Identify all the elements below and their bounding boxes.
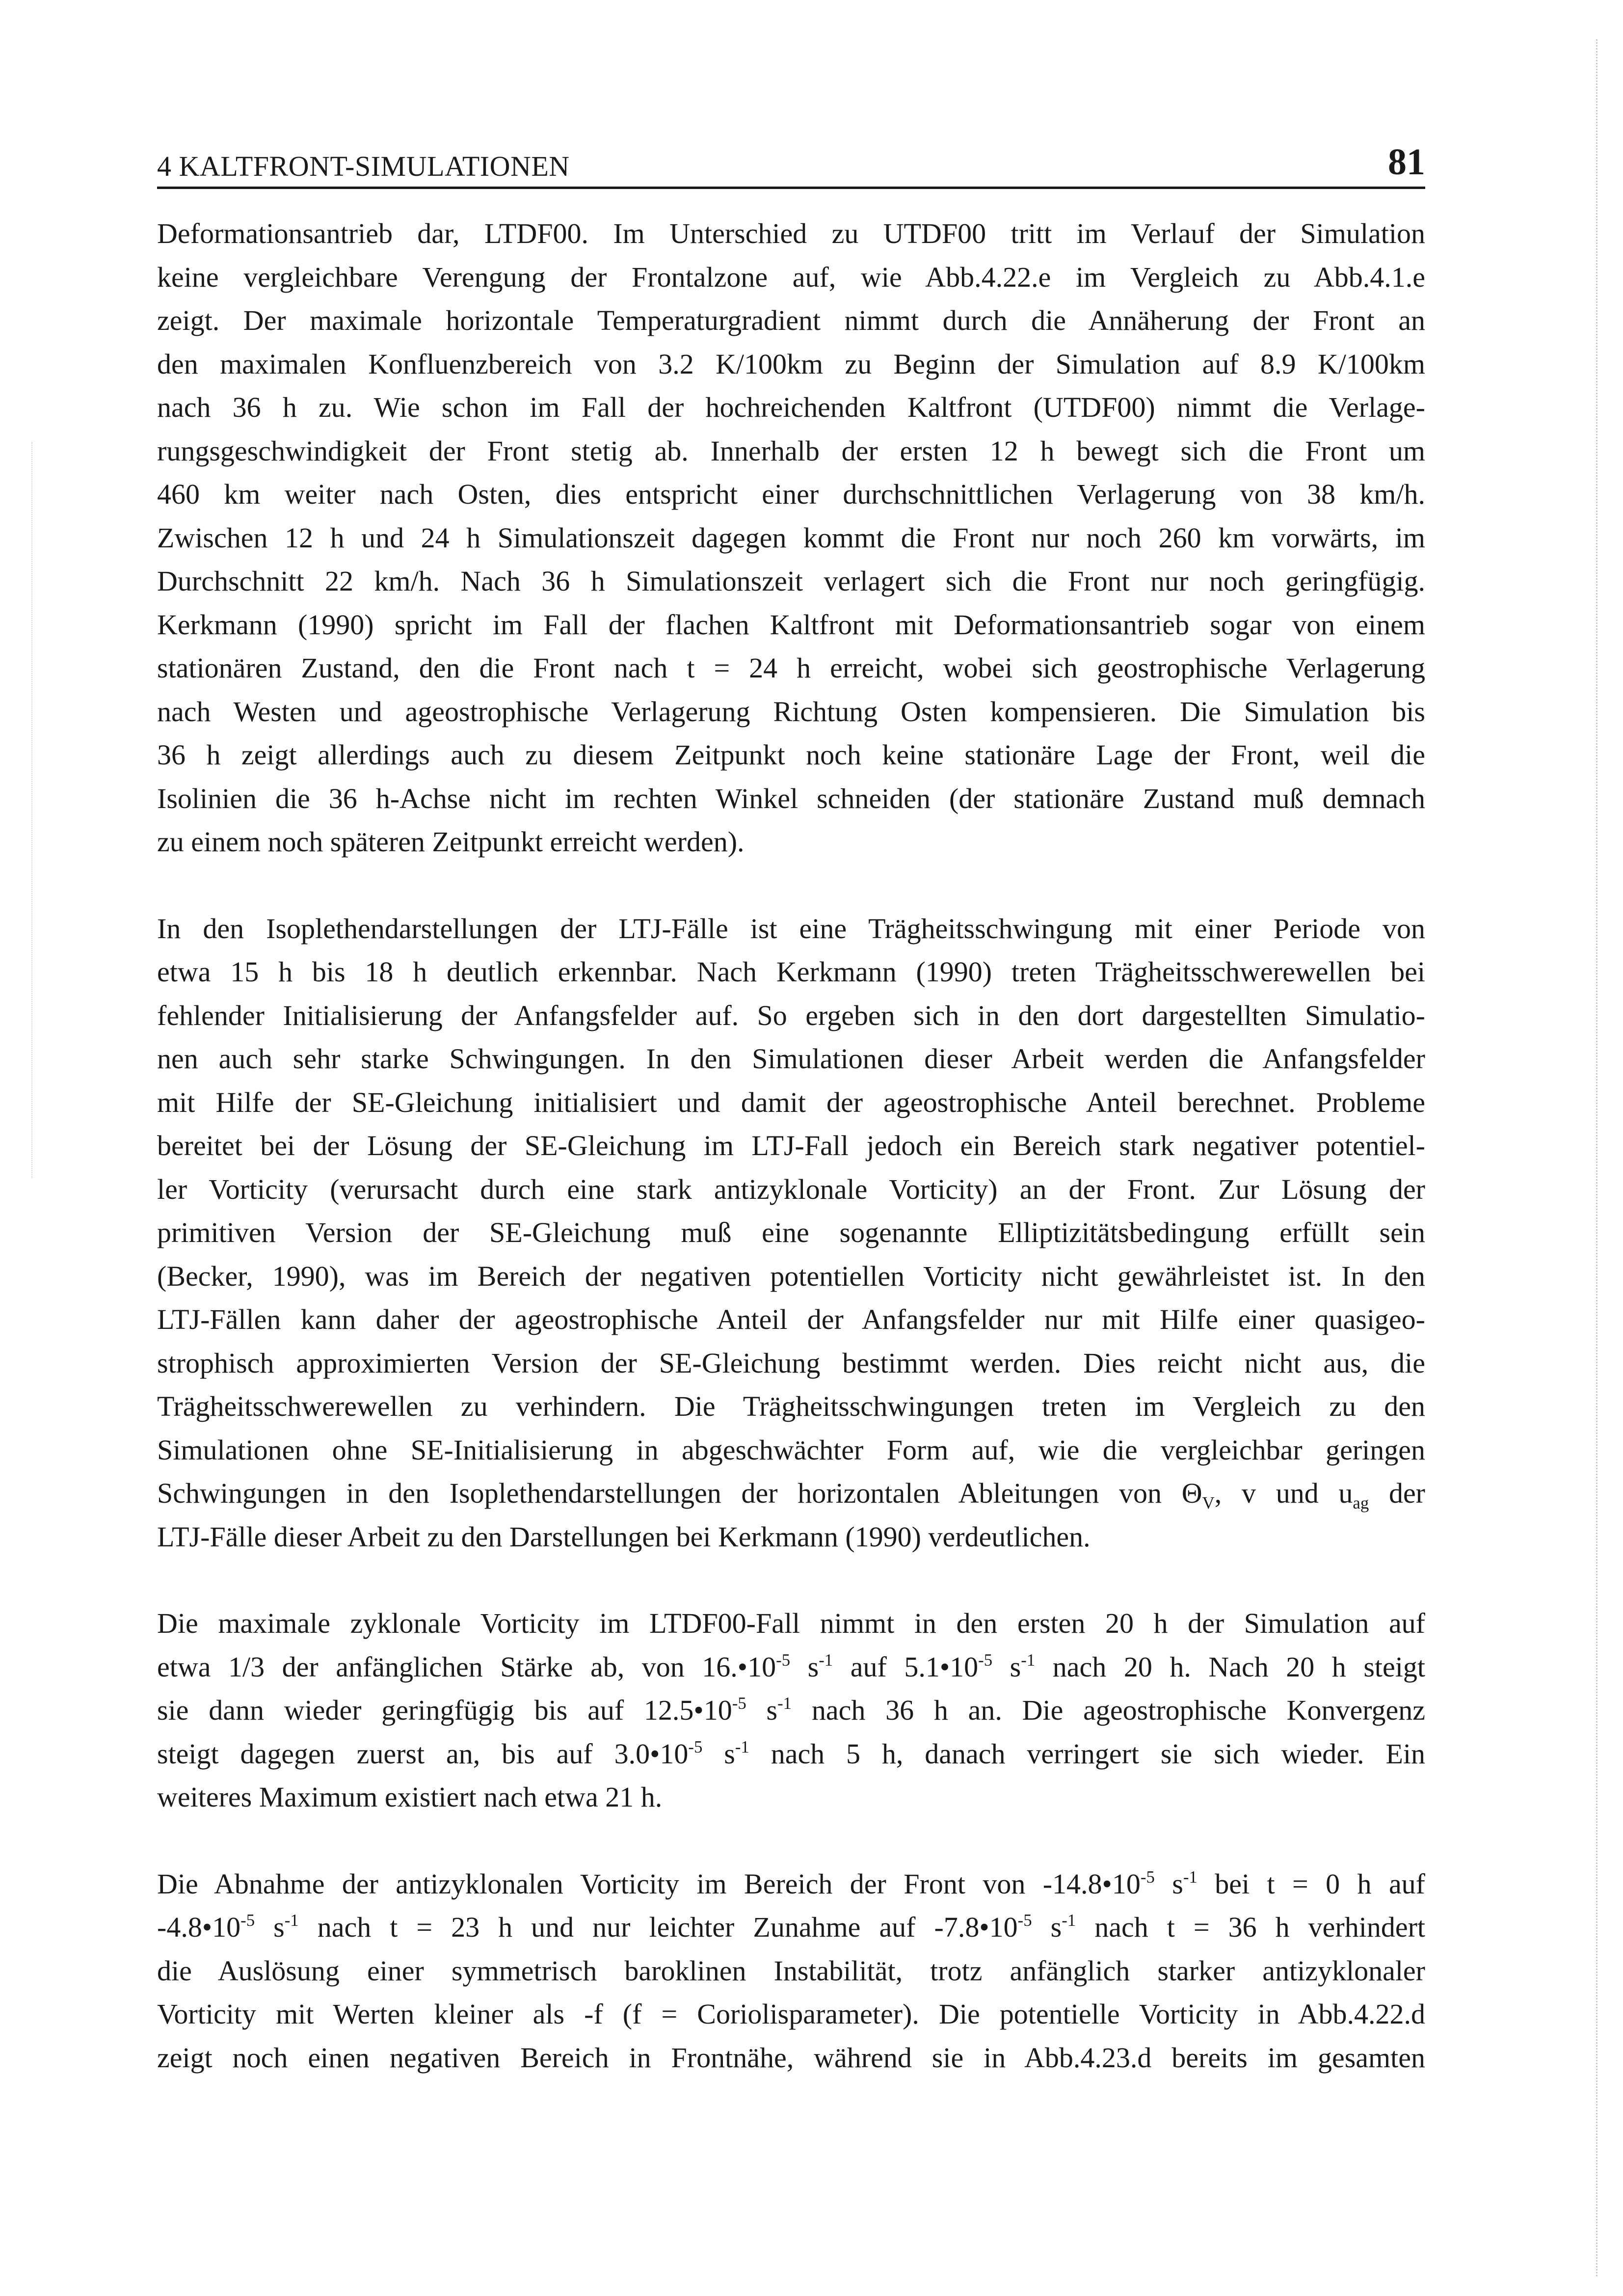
text-fragment: s [702, 1737, 735, 1770]
text-line-theta-v [157, 1472, 1425, 1515]
text-line: primitiven Version der SE-Gleichung muß eine sogenannte Elliptizitätsbedingung erfüllt sein [157, 1216, 1425, 1248]
text-line: Durchschnitt 22 km/h. Nach 36 h Simulationszeit verlagert sich die Front nur noch geringfügig. [157, 565, 1425, 597]
exponent: -5 [978, 1650, 993, 1670]
text-line: mit Hilfe der SE-Gleichung initialisiert und damit der ageostrophische Anteil berechnet. Probleme [157, 1086, 1425, 1118]
text-line-exponents [157, 1689, 1425, 1732]
subscript-ag: ag [1353, 1493, 1369, 1513]
text-line: Deformationsantrieb dar, LTDF00. Im Unterschied zu UTDF00 tritt im Verlauf der Simulation [157, 217, 1425, 249]
text-fragment: s [790, 1650, 819, 1683]
text-fragment: s [1032, 1911, 1062, 1943]
text-line-exponents [157, 1863, 1425, 1906]
exponent: -1 [1021, 1650, 1036, 1670]
text-fragment: etwa 1/3 der anfänglichen Stärke ab, von 16.•10 [157, 1650, 776, 1683]
text-line: nach Westen und ageostrophische Verlagerung Richtung Osten kompensieren. Die Simulation bis [157, 695, 1425, 728]
text-line: Isolinien die 36 h-Achse nicht im rechten Winkel schneiden (der stationäre Zustand muß demnach [157, 782, 1425, 814]
text-fragment: s [992, 1650, 1021, 1683]
text-line: Kerkmann (1990) spricht im Fall der flachen Kaltfront mit Deformationsantrieb sogar von einem [157, 608, 1425, 641]
page-number: 81 [1388, 141, 1425, 183]
paragraph-spacer [157, 1559, 1425, 1602]
text-line: etwa 15 h bis 18 h deutlich erkennbar. Nach Kerkmann (1990) treten Trägheitsschwerewellen bei [157, 956, 1425, 988]
text-fragment: nach t = 36 h verhindert [1076, 1911, 1425, 1943]
text-line: keine vergleichbare Verengung der Frontalzone auf, wie Abb.4.22.e im Vergleich zu Abb.4.1.e [157, 261, 1425, 293]
text-fragment: der [1369, 1477, 1425, 1509]
paragraph-spacer [157, 1819, 1425, 1863]
text-line-exponents [157, 1646, 1425, 1689]
text-line: den maximalen Konfluenzbereich von 3.2 K/100km zu Beginn der Simulation auf 8.9 K/100km [157, 348, 1425, 380]
text-fragment: Die Abnahme der antizyklonalen Vorticity im Bereich der Front von -14.8•10 [157, 1867, 1141, 1900]
text-fragment: Schwingungen in den Isoplethendarstellungen der horizontalen Ableitungen von Θ [157, 1477, 1202, 1509]
text-fragment: , v und u [1214, 1477, 1353, 1509]
paragraph-spacer [157, 864, 1425, 907]
text-line: Simulationen ohne SE-Initialisierung in abgeschwächter Form auf, wie die vergleichbar geringen [157, 1433, 1425, 1466]
paragraph-3 [157, 1602, 1425, 1819]
text-line-exponents [157, 1732, 1425, 1776]
text-line: nach 36 h zu. Wie schon im Fall der hochreichenden Kaltfront (UTDF00) nimmt die Verlage- [157, 391, 1425, 423]
exponent: -5 [1140, 1867, 1155, 1887]
text-fragment: nach 20 h. Nach 20 h steigt [1035, 1650, 1425, 1683]
exponent: -5 [240, 1911, 255, 1930]
text-line: Trägheitsschwerewellen zu verhindern. Die Trägheitsschwingungen treten im Vergleich zu den [157, 1390, 1425, 1422]
exponent: -1 [284, 1911, 299, 1930]
text-line: fehlender Initialisierung der Anfangsfelder auf. So ergeben sich in den dort dargestellten Simulatio- [157, 999, 1425, 1031]
paragraph-4 [157, 1863, 1425, 2080]
text-fragment: bei t = 0 h auf [1197, 1867, 1425, 1900]
text-fragment: steigt dagegen zuerst an, bis auf 3.0•10 [157, 1737, 689, 1770]
chapter-title: 4 KALTFRONT-SIMULATIONEN [157, 150, 570, 182]
paragraph-1 [157, 212, 1425, 864]
page-header [157, 138, 1425, 189]
text-line: nen auch sehr starke Schwingungen. In den Simulationen dieser Arbeit werden die Anfangsfelder [157, 1043, 1425, 1075]
text-line-exponents [157, 1906, 1425, 1949]
text-line: die Auslösung einer symmetrisch baroklinen Instabilität, trotz anfänglich starker antizyklonaler [157, 1954, 1425, 1987]
text-line: (Becker, 1990), was im Bereich der negativen potentiellen Vorticity nicht gewährleistet ist. In den [157, 1260, 1425, 1292]
exponent: -5 [1017, 1911, 1032, 1930]
exponent: -1 [777, 1694, 792, 1713]
text-fragment: s [746, 1694, 778, 1726]
text-fragment: sie dann wieder geringfügig bis auf 12.5•10 [157, 1694, 732, 1726]
text-fragment: auf 5.1•10 [833, 1650, 979, 1683]
exponent: -1 [735, 1737, 749, 1756]
text-fragment: s [255, 1911, 285, 1943]
paragraph-2 [157, 907, 1425, 1559]
subscript-v: V [1202, 1493, 1215, 1513]
text-line: stationären Zustand, den die Front nach t = 24 h erreicht, wobei sich geostrophische Verlagerung [157, 652, 1425, 684]
exponent: -1 [819, 1650, 833, 1670]
text-line: weiteres Maximum existiert nach etwa 21 h. [157, 1781, 663, 1813]
text-line: zeigt noch einen negativen Bereich in Frontnähe, während sie in Abb.4.23.d bereits im gesamten [157, 2041, 1425, 2074]
exponent: -1 [1062, 1911, 1076, 1930]
text-line: 36 h zeigt allerdings auch zu diesem Zeitpunkt noch keine stationäre Lage der Front, weil die [157, 739, 1425, 771]
text-line: bereitet bei der Lösung der SE-Gleichung im LTJ-Fall jedoch ein Bereich stark negativer potentiel- [157, 1130, 1425, 1162]
exponent: -5 [776, 1650, 791, 1670]
text-line: strophisch approximierten Version der SE-Gleichung bestimmt werden. Dies reicht nicht aus, die [157, 1347, 1425, 1379]
scan-edge-left [31, 442, 32, 1178]
text-line: Zwischen 12 h und 24 h Simulationszeit dagegen kommt die Front nur noch 260 km vorwärts, im [157, 521, 1425, 554]
exponent: -5 [688, 1737, 703, 1756]
scan-edge-right [1596, 39, 1597, 2276]
text-fragment: s [1154, 1867, 1183, 1900]
exponent: -5 [732, 1694, 746, 1713]
text-fragment: nach 36 h an. Die ageostrophische Konvergenz [792, 1694, 1425, 1726]
text-line: In den Isoplethendarstellungen der LTJ-Fälle ist eine Trägheitsschwingung mit einer Periode von [157, 912, 1425, 945]
text-line: ler Vorticity (verursacht durch eine stark antizyklonale Vorticity) an der Front. Zur Lösung der [157, 1173, 1425, 1205]
text-fragment: nach t = 23 h und nur leichter Zunahme auf -7.8•10 [298, 1911, 1018, 1943]
text-fragment: -4.8•10 [157, 1911, 241, 1943]
text-fragment: nach 5 h, danach verringert sie sich wieder. Ein [749, 1737, 1426, 1770]
text-line: 460 km weiter nach Osten, dies entspricht einer durchschnittlichen Verlagerung von 38 km/h. [157, 478, 1425, 510]
text-line: Vorticity mit Werten kleiner als -f (f = Coriolisparameter). Die potentielle Vorticity in Abb.4.22.d [157, 1998, 1425, 2030]
text-line: rungsgeschwindigkeit der Front stetig ab. Innerhalb der ersten 12 h bewegt sich die Front um [157, 434, 1425, 467]
body-text [157, 212, 1425, 2080]
exponent: -1 [1183, 1867, 1197, 1887]
text-line: Die maximale zyklonale Vorticity im LTDF00-Fall nimmt in den ersten 20 h der Simulation auf [157, 1607, 1425, 1639]
text-line: zeigt. Der maximale horizontale Temperaturgradient nimmt durch die Annäherung der Front an [157, 304, 1425, 336]
text-line: LTJ-Fällen kann daher der ageostrophische Anteil der Anfangsfelder nur mit Hilfe einer quasigeo- [157, 1303, 1425, 1335]
text-line: zu einem noch späteren Zeitpunkt erreicht werden). [157, 826, 745, 858]
text-line: LTJ-Fälle dieser Arbeit zu den Darstellungen bei Kerkmann (1990) verdeutlichen. [157, 1520, 1091, 1553]
